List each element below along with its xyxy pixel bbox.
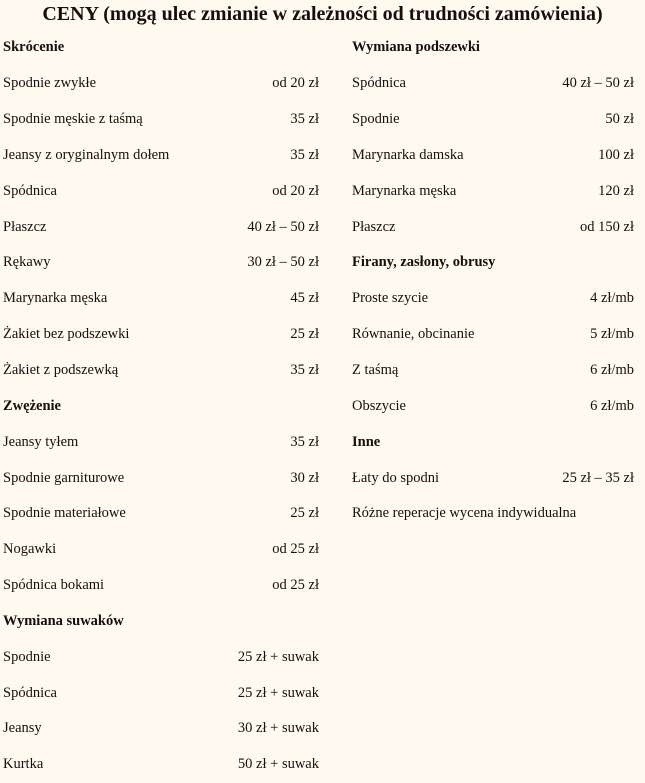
price-row	[3, 209, 319, 245]
price-row	[3, 747, 319, 783]
service-name: Spódnica	[3, 684, 57, 701]
price-row	[3, 173, 319, 209]
price-row	[3, 639, 319, 675]
service-price: od 20 zł	[272, 75, 319, 92]
service-price: 4 zł/mb	[590, 290, 634, 307]
section-heading-label: Wymiana podszewki	[352, 39, 480, 56]
service-price: 25 zł + suwak	[237, 648, 319, 665]
section-heading-label: Zwężenie	[3, 397, 61, 414]
service-price: 50 zł	[605, 111, 634, 128]
service-name: Łaty do spodni	[352, 469, 439, 486]
service-name: Spodnie	[352, 111, 400, 128]
service-name: Marynarka męska	[352, 182, 457, 199]
price-row	[3, 460, 319, 496]
service-price: od 20 zł	[272, 182, 319, 199]
service-price: 45 zł	[290, 290, 319, 307]
right-price-column	[352, 30, 634, 532]
service-price: 5 zł/mb	[590, 326, 634, 343]
price-row	[3, 568, 319, 604]
service-price: 40 zł – 50 zł	[562, 75, 634, 92]
price-row	[352, 281, 634, 317]
service-price: 35 zł	[290, 433, 319, 450]
service-name: Płaszcz	[352, 218, 396, 235]
service-price: 100 zł	[598, 146, 634, 163]
service-price: 35 zł	[290, 111, 319, 128]
price-row	[3, 317, 319, 353]
price-row	[3, 66, 319, 102]
service-name: Rękawy	[3, 254, 51, 271]
service-price: 40 zł – 50 zł	[247, 218, 319, 235]
price-row	[3, 138, 319, 174]
service-price: od 25 zł	[272, 577, 319, 594]
service-name: Kurtka	[3, 756, 44, 773]
service-price: 35 zł	[290, 362, 319, 379]
service-name: Jeansy z oryginalnym dołem	[3, 146, 170, 163]
service-price: 30 zł – 50 zł	[247, 254, 319, 271]
section-heading-inne	[352, 424, 634, 460]
service-price: 6 zł/mb	[590, 362, 634, 379]
price-row	[352, 353, 634, 389]
section-heading-wymiana-podszewki	[352, 30, 634, 66]
service-price: od 150 zł	[580, 218, 634, 235]
price-row	[352, 317, 634, 353]
section-heading-label: Skrócenie	[3, 39, 65, 56]
price-row	[3, 281, 319, 317]
section-heading-label: Wymiana suwaków	[3, 612, 124, 629]
service-name: Spodnie	[3, 648, 51, 665]
service-name: Spódnica	[352, 75, 406, 92]
service-name: Spodnie męskie z taśmą	[3, 111, 143, 128]
service-name: Z taśmą	[352, 362, 399, 379]
service-name: Żakiet z podszewką	[3, 362, 119, 379]
service-name: Płaszcz	[3, 218, 47, 235]
service-name: Marynarka damska	[352, 146, 464, 163]
price-row	[352, 102, 634, 138]
service-price: 120 zł	[598, 182, 634, 199]
section-heading-wymiana-suwakow	[3, 604, 319, 640]
service-price: 35 zł	[290, 146, 319, 163]
service-price: 30 zł + suwak	[237, 720, 319, 737]
service-price: 30 zł	[290, 469, 319, 486]
price-row	[3, 102, 319, 138]
service-name: Spodnie garniturowe	[3, 469, 125, 486]
service-name: Różne reperacje wycena indywidualna	[352, 505, 577, 522]
service-name: Proste szycie	[352, 290, 429, 307]
price-row	[352, 138, 634, 174]
service-name: Nogawki	[3, 541, 57, 558]
section-heading-skrocenie	[3, 30, 319, 66]
price-row	[3, 675, 319, 711]
service-name: Spódnica bokami	[3, 577, 105, 594]
service-name: Równanie, obcinanie	[352, 326, 475, 343]
price-row	[352, 173, 634, 209]
price-row	[3, 532, 319, 568]
service-name: Obszycie	[352, 397, 406, 414]
service-name: Jeansy	[3, 720, 42, 737]
price-row	[3, 424, 319, 460]
left-price-column	[3, 30, 319, 783]
price-row	[352, 496, 634, 532]
service-price: od 25 zł	[272, 541, 319, 558]
section-heading-firany-zaslony-obrusy	[352, 245, 634, 281]
section-heading-label: Inne	[352, 433, 381, 450]
service-name: Marynarka męska	[3, 290, 108, 307]
service-price: 25 zł	[290, 326, 319, 343]
service-name: Spodnie materiałowe	[3, 505, 126, 522]
service-price: 25 zł	[290, 505, 319, 522]
section-heading-zwezenie	[3, 388, 319, 424]
service-price: 50 zł + suwak	[237, 756, 319, 773]
service-price: 6 zł/mb	[590, 397, 634, 414]
service-name: Jeansy tyłem	[3, 433, 79, 450]
service-price: 25 zł – 35 zł	[562, 469, 634, 486]
section-heading-label: Firany, zasłony, obrusy	[352, 254, 496, 271]
price-row	[3, 496, 319, 532]
price-row	[3, 245, 319, 281]
price-row	[352, 66, 634, 102]
price-row	[352, 209, 634, 245]
service-name: Spódnica	[3, 182, 57, 199]
page-title: CENY (mogą ulec zmianie w zależności od trudności zamówienia)	[42, 3, 603, 25]
service-price: 25 zł + suwak	[237, 684, 319, 701]
price-row	[352, 460, 634, 496]
price-row	[3, 711, 319, 747]
service-name: Żakiet bez podszewki	[3, 326, 130, 343]
service-name: Spodnie zwykłe	[3, 75, 97, 92]
price-row	[352, 388, 634, 424]
price-row	[3, 353, 319, 389]
